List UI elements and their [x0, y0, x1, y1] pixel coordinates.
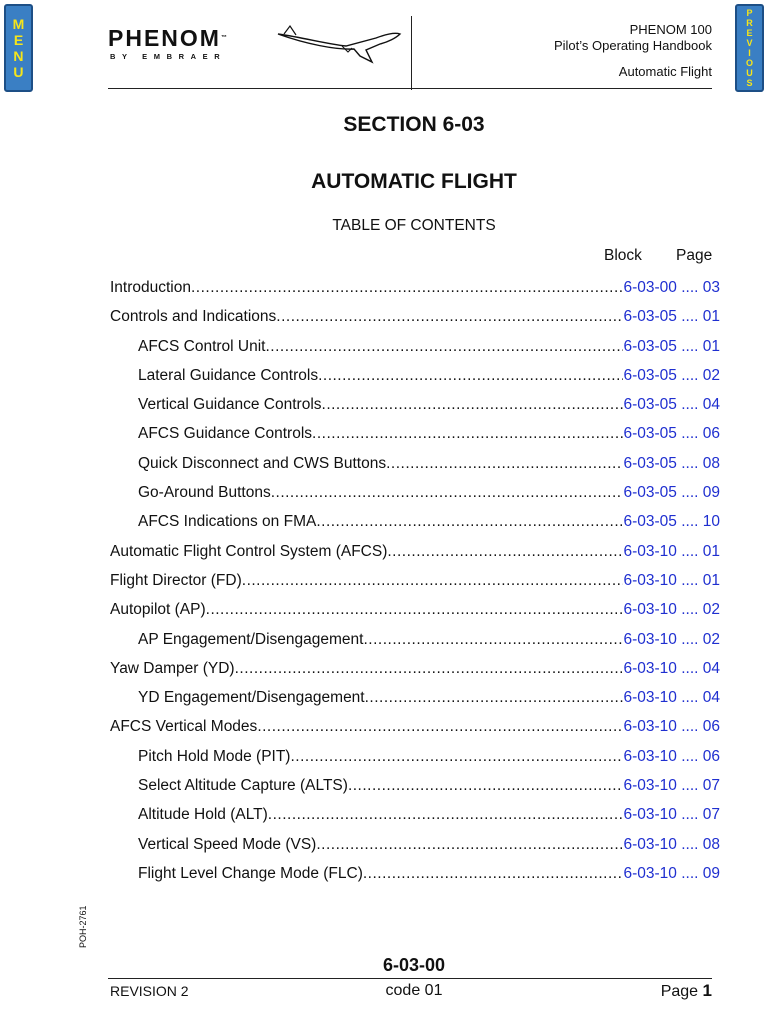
toc-entry-title: AFCS Indications on FMA — [138, 513, 317, 531]
footer-rule — [108, 978, 712, 979]
dot-leader — [265, 332, 623, 361]
toc-entry-reference-link[interactable]: 6-03-05 .... 04 — [623, 396, 720, 414]
logo-subtitle: BY EMBRAER — [110, 52, 227, 61]
dot-leader — [290, 742, 623, 771]
toc-entry-reference-link[interactable]: 6-03-05 .... 09 — [623, 484, 720, 502]
chapter-name: Automatic Flight — [618, 64, 712, 79]
previous-button[interactable] — [735, 4, 764, 92]
toc-entry-title: Quick Disconnect and CWS Buttons — [138, 454, 387, 472]
toc-entry[interactable] — [110, 361, 720, 390]
toc-entry[interactable] — [110, 771, 720, 800]
toc-entry-title: Select Altitude Capture (ALTS) — [138, 777, 348, 795]
handbook-name: Pilot’s Operating Handbook — [553, 38, 712, 53]
document-header — [554, 22, 712, 80]
dot-leader — [387, 537, 623, 566]
toc-entry[interactable] — [110, 859, 720, 888]
toc-entry-title: Automatic Flight Control System (AFCS) — [110, 542, 388, 560]
toc-entry-reference-link[interactable]: 6-03-10 .... 08 — [623, 835, 720, 853]
dot-leader — [316, 830, 623, 859]
dot-leader — [386, 449, 623, 478]
toc-entry-title: Altitude Hold (ALT) — [138, 806, 268, 824]
toc-entry-reference-link[interactable]: 6-03-05 .... 08 — [623, 454, 720, 472]
toc-entry-reference-link[interactable]: 6-03-10 .... 02 — [623, 630, 720, 648]
airplane-logo-icon — [276, 22, 404, 68]
toc-entry-title: Go-Around Buttons — [138, 484, 271, 502]
toc-entry[interactable] — [110, 566, 720, 595]
toc-entry-reference-link[interactable]: 6-03-10 .... 01 — [623, 542, 720, 560]
dot-leader — [268, 800, 624, 829]
toc-entry-title: Autopilot (AP) — [110, 601, 206, 619]
dot-leader — [322, 390, 624, 419]
table-of-contents — [110, 273, 720, 888]
page-number-value: 1 — [702, 981, 712, 1000]
logo-wordmark: PHENOM™ — [108, 25, 227, 51]
header-divider — [411, 16, 412, 90]
toc-entry-title: Lateral Guidance Controls — [138, 366, 319, 384]
document-number: POH-2761 — [78, 905, 88, 948]
toc-entry[interactable] — [110, 595, 720, 624]
toc-entry[interactable] — [110, 390, 720, 419]
menu-letter: M — [12, 16, 25, 32]
dot-leader — [318, 361, 623, 390]
toc-entry[interactable] — [110, 625, 720, 654]
dot-leader — [271, 478, 624, 507]
dot-leader — [191, 273, 623, 302]
trademark-symbol: ™ — [220, 35, 227, 41]
toc-entry[interactable] — [110, 332, 720, 361]
toc-entry-title: YD Engagement/Disengagement — [138, 689, 365, 707]
previous-letter: E — [746, 28, 753, 38]
header-rule — [108, 88, 712, 89]
toc-entry-title: Yaw Damper (YD) — [110, 659, 235, 677]
toc-entry[interactable] — [110, 712, 720, 741]
toc-entry-title: Flight Director (FD) — [110, 571, 242, 589]
toc-entry[interactable] — [110, 419, 720, 448]
toc-entry-title: Introduction — [110, 279, 191, 296]
menu-letter: E — [13, 32, 24, 48]
dot-leader — [276, 302, 623, 331]
previous-letter: P — [746, 8, 753, 18]
aircraft-name: PHENOM 100 — [629, 22, 712, 37]
dot-leader — [363, 625, 623, 654]
toc-entry-title: AP Engagement/Disengagement — [138, 630, 364, 648]
code-label: code 01 — [385, 982, 443, 999]
phenom-logo — [108, 26, 227, 61]
toc-entry[interactable] — [110, 654, 720, 683]
toc-entry-reference-link[interactable]: 6-03-05 .... 06 — [623, 425, 720, 443]
toc-entry-title: AFCS Guidance Controls — [138, 425, 313, 443]
page-number — [661, 981, 712, 1001]
dot-leader — [312, 419, 623, 448]
toc-entry-reference-link[interactable]: 6-03-10 .... 07 — [623, 777, 720, 795]
toc-entry[interactable] — [110, 302, 720, 331]
toc-entry[interactable] — [110, 273, 720, 302]
toc-entry-reference-link[interactable]: 6-03-10 .... 06 — [623, 718, 720, 736]
toc-entry-title: Pitch Hold Mode (PIT) — [138, 747, 291, 765]
toc-entry-reference-link[interactable]: 6-03-10 .... 01 — [623, 571, 720, 589]
page-column-header: Page — [676, 247, 713, 264]
toc-entry-reference-link[interactable]: 6-03-05 .... 01 — [623, 308, 720, 326]
block-column-header: Block — [604, 247, 642, 264]
toc-entry-reference-link[interactable]: 6-03-05 .... 10 — [623, 513, 720, 531]
previous-letter: O — [745, 58, 753, 68]
dot-leader — [365, 683, 624, 712]
page-label: Page — [660, 983, 699, 1000]
toc-entry-title: Flight Level Change Mode (FLC) — [138, 864, 363, 882]
toc-entry-reference-link[interactable]: 6-03-10 .... 09 — [623, 864, 720, 882]
toc-title: TABLE OF CONTENTS — [332, 217, 496, 234]
dot-leader — [235, 654, 624, 683]
dot-leader — [363, 859, 624, 888]
dot-leader — [242, 566, 624, 595]
previous-letter: I — [748, 48, 751, 58]
toc-entry-title: Controls and Indications — [110, 308, 277, 326]
toc-entry-reference-link[interactable]: 6-03-10 .... 04 — [623, 659, 720, 677]
previous-letter: U — [746, 68, 753, 78]
toc-entry-title: AFCS Control Unit — [138, 337, 266, 355]
menu-letter: N — [13, 48, 24, 64]
menu-letter: U — [13, 64, 24, 80]
dot-leader — [316, 507, 623, 536]
toc-entry[interactable] — [110, 742, 720, 771]
toc-entry-reference-link[interactable]: 6-03-10 .... 06 — [623, 747, 720, 765]
previous-button-letters — [746, 8, 753, 88]
toc-entry[interactable] — [110, 449, 720, 478]
dot-leader — [257, 712, 623, 741]
toc-entry[interactable] — [110, 830, 720, 859]
previous-letter: S — [746, 78, 753, 88]
revision-label: REVISION 2 — [110, 983, 189, 999]
toc-entry-title: AFCS Vertical Modes — [110, 718, 258, 736]
toc-entry-title: Vertical Speed Mode (VS) — [138, 835, 317, 853]
dot-leader — [206, 595, 624, 624]
section-title: SECTION 6-03 — [343, 113, 485, 136]
toc-entry[interactable] — [110, 507, 720, 536]
toc-entry-reference-link[interactable]: 6-03-10 .... 02 — [623, 601, 720, 619]
toc-entry-reference-link[interactable]: 6-03-00 .... 03 — [623, 279, 720, 296]
menu-button-letters — [13, 16, 25, 80]
toc-entry-title: Vertical Guidance Controls — [138, 396, 322, 414]
previous-letter: V — [746, 38, 753, 48]
dot-leader — [348, 771, 624, 800]
footer-block-number: 6-03-00 — [382, 955, 446, 975]
toc-entry[interactable] — [110, 683, 720, 712]
chapter-title: AUTOMATIC FLIGHT — [311, 170, 517, 193]
menu-button[interactable] — [4, 4, 33, 92]
toc-entry[interactable] — [110, 800, 720, 829]
toc-entry[interactable] — [110, 478, 720, 507]
toc-entry-reference-link[interactable]: 6-03-05 .... 01 — [623, 337, 720, 355]
toc-entry-reference-link[interactable]: 6-03-05 .... 02 — [623, 366, 720, 384]
toc-entry[interactable] — [110, 537, 720, 566]
toc-entry-reference-link[interactable]: 6-03-10 .... 04 — [623, 689, 720, 707]
previous-letter: R — [746, 18, 753, 28]
toc-entry-reference-link[interactable]: 6-03-10 .... 07 — [623, 806, 720, 824]
